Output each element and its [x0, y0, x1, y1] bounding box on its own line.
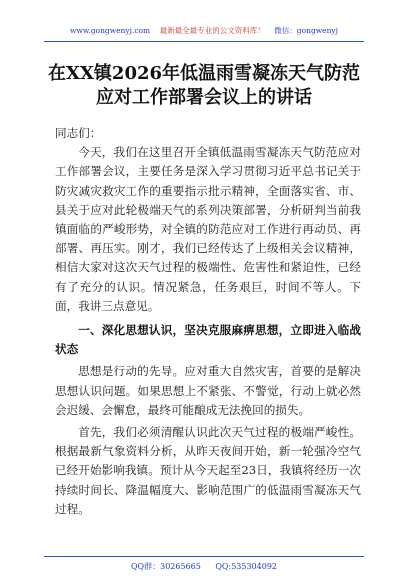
header-slogan: 最新最全最专业的公文资料库！ [159, 26, 265, 35]
salutation: 同志们： [55, 126, 102, 140]
paragraph-intro: 今天，我们在这里召开全镇低温雨雪凝冻天气防范应对工作部署会议，主要任务是深入学习贯彻习近平总书记关于防灾减灾救灾工作的重要指示批示精神，全面落实省、市、县关于应对此轮极端天气的系列决策部署，分析研判当前我镇面临的严峻形势，对全镇的防范应对工作进行再动员、再部署、再压实。刚才，我们已经传达了上级相关会议精神，相信大家对这次天气过程的极端性、危害性和紧迫性，已经有了充分的认识。情况紧急，任务艰巨，时间不等人。下面，我讲三点意见。 [55, 145, 361, 313]
paragraph-thinking: 思想是行动的先导。应对重大自然灾害，首要的是解决思想认识问题。如果思想上不紧张、不警觉，行动上就必然会迟缓、会懈怠，最终可能酿成无法挽回的损失。 [55, 364, 361, 417]
footer-bar [0, 561, 408, 572]
footer-qq-group: QQ群：30265665 [130, 562, 201, 571]
title-line-2: 应对工作部署会议上的讲话 [96, 87, 312, 108]
footer-qq: QQ:535304092 [215, 562, 277, 571]
section-heading-1: 一、深化思想认识，坚决克服麻痹思想，立即进入临战状态 [55, 323, 361, 357]
document-body [55, 124, 361, 519]
paragraph-first: 首先，我们必须清醒认识此次天气过程的极端严峻性。根据最新气象资料分析，从昨天夜间开始，新一轮强冷空气已经开始影响我镇。预计从今天起至23日，我镇将经历一次持续时间长、降温幅度大、影响范围广的低温雨雪凝冻天气过程。 [55, 425, 361, 516]
document-title [30, 62, 378, 110]
title-line-1: 在XX镇2026年低温雨雪凝冻天气防范 [47, 63, 361, 84]
header-divider [44, 41, 364, 42]
header-site-link[interactable]: www.gongwenyj.com [70, 26, 151, 35]
header-wechat: 微信：gongwenyj [274, 26, 338, 35]
header-bar [0, 26, 408, 36]
footer-divider [44, 556, 364, 557]
